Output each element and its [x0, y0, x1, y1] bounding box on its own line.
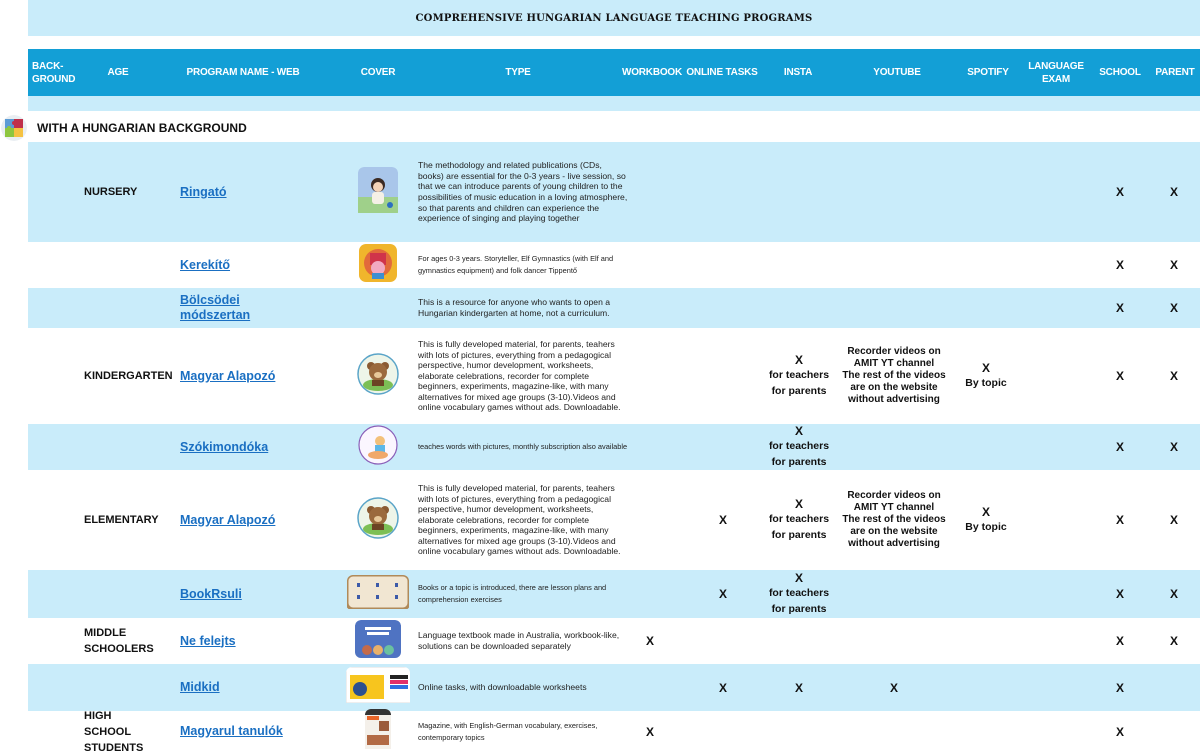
parent-cell: [1154, 618, 1194, 664]
cover-cell: [346, 242, 410, 288]
online-tasks-cell: [692, 470, 754, 570]
midkid-cover-image: [346, 667, 410, 708]
online-tasks-cell: [692, 664, 754, 711]
age-cell: [28, 470, 159, 570]
parent-mark: X: [1169, 513, 1178, 527]
language-exam-cell: [1018, 711, 1070, 752]
program-link[interactable]: Magyar Alapozó: [180, 368, 276, 383]
workbook-cell: [628, 570, 672, 618]
age-cell: [28, 424, 148, 470]
spotify-cell: [956, 570, 1016, 618]
online-tasks-cell: [692, 424, 754, 470]
puzzle-logo-icon: [1, 115, 27, 141]
workbook-cell: [628, 328, 672, 424]
youtube-note: Recorder videos on AMIT YT channel The rest of the videos are on the website without advertising: [842, 490, 946, 549]
school-cell: [1100, 664, 1140, 711]
cover-cell: [346, 570, 410, 618]
program-cell: [180, 711, 300, 752]
col-parent: PARENT: [1155, 67, 1195, 78]
parent-mark: X: [1169, 369, 1178, 383]
school-cell: [1100, 711, 1140, 752]
col-language-exam: LANGUAGE EXAM: [1028, 60, 1084, 85]
age-cell: [28, 570, 148, 618]
cover-cell: [346, 711, 410, 752]
bear-cover-image: [357, 353, 399, 400]
program-link[interactable]: Bölcsödei módszertan: [180, 293, 251, 322]
school-mark: X: [1115, 440, 1124, 454]
insta-mark: X: [794, 571, 803, 585]
table-row: [28, 570, 1200, 618]
kerekito-cover-image: [359, 244, 397, 287]
title-bar: [28, 0, 1200, 36]
parent-cell: [1154, 328, 1194, 424]
workbook-cell: [628, 288, 672, 328]
online-tasks-cell: [692, 142, 754, 242]
program-link[interactable]: Ne felejts: [180, 633, 236, 648]
parent-cell: [1154, 711, 1194, 752]
parent-mark: X: [1169, 587, 1178, 601]
school-mark: X: [1115, 634, 1124, 648]
school-mark: X: [1115, 185, 1124, 199]
school-cell: [1100, 618, 1140, 664]
school-cell: [1100, 424, 1140, 470]
type-description: The methodology and related publications (CDs, books) are essential for the 0-3 years - live session, so that we can introduce parents of young children to the possibilities of music education in a loving atmosphere, so that parents and children can experience the experience of singing and playing together: [418, 160, 628, 224]
cover-cell: [346, 470, 410, 570]
school-cell: [1100, 570, 1140, 618]
spotify-cell: [956, 288, 1016, 328]
col-spotify: SPOTIFY: [967, 67, 1009, 78]
spotify-cell: [956, 618, 1016, 664]
program-link[interactable]: Kerekítő: [180, 257, 231, 272]
insta-note: for teachers for parents: [768, 440, 830, 468]
school-mark: X: [1115, 724, 1124, 739]
program-cell: [180, 664, 300, 711]
parent-cell: [1154, 570, 1194, 618]
program-cell: [180, 242, 300, 288]
online-tasks-cell: [692, 328, 754, 424]
type-description: teaches words with pictures, monthly subscription also available: [418, 442, 628, 451]
school-mark: X: [1115, 513, 1124, 527]
age-label: NURSERY: [84, 186, 138, 198]
parent-cell: [1154, 242, 1194, 288]
program-cell: [180, 288, 300, 328]
col-school: SCHOOL: [1099, 67, 1141, 78]
cover-cell: [346, 424, 410, 470]
school-cell: [1100, 142, 1140, 242]
header-spacer: [28, 96, 1200, 111]
workbook-cell: [628, 711, 672, 752]
cover-cell: [346, 288, 410, 328]
parent-mark: X: [1169, 258, 1178, 272]
program-cell: [180, 328, 300, 424]
col-insta: INSTA: [783, 67, 813, 78]
program-cell: [180, 470, 300, 570]
type-cell: [418, 288, 630, 328]
insta-cell: [758, 664, 840, 711]
workbook-cell: [628, 142, 672, 242]
language-exam-cell: [1018, 142, 1070, 242]
spotify-cell: [956, 142, 1016, 242]
school-mark: X: [1115, 301, 1124, 315]
type-cell: [418, 711, 630, 752]
online-tasks-cell: [692, 288, 754, 328]
type-cell: [418, 618, 630, 664]
spotify-note: By topic: [965, 377, 1007, 389]
insta-note: for teachers for parents: [768, 369, 830, 397]
insta-note: for teachers for parents: [768, 513, 830, 541]
language-exam-cell: [1018, 328, 1070, 424]
youtube-cell: [840, 142, 948, 242]
school-mark: X: [1115, 587, 1124, 601]
insta-cell: [758, 242, 840, 288]
program-cell: [180, 142, 300, 242]
school-mark: X: [1115, 369, 1124, 383]
youtube-cell: [840, 570, 948, 618]
col-program: PROGRAM NAME - WEB: [186, 67, 300, 78]
school-cell: [1100, 328, 1140, 424]
language-exam-cell: [1018, 618, 1070, 664]
workbook-mark: X: [645, 724, 654, 739]
cover-cell: [346, 142, 410, 242]
school-cell: [1100, 288, 1140, 328]
spotify-cell: [956, 424, 1016, 470]
cover-cell: [346, 664, 410, 711]
type-cell: [418, 470, 630, 570]
youtube-cell: [840, 288, 948, 328]
spotify-cell: [956, 328, 1016, 424]
age-label: KINDERGARTEN: [84, 370, 173, 382]
spotify-mark: X: [981, 361, 990, 375]
spotify-mark: X: [981, 505, 990, 519]
age-cell: [28, 618, 154, 664]
parent-cell: [1154, 424, 1194, 470]
col-type: TYPE: [505, 67, 531, 78]
school-mark: X: [1115, 258, 1124, 272]
language-exam-cell: [1018, 242, 1070, 288]
table-row: [28, 242, 1200, 288]
youtube-cell: [840, 470, 948, 570]
bear-cover-image: [357, 497, 399, 544]
language-exam-cell: [1018, 424, 1070, 470]
cover-cell: [346, 328, 410, 424]
type-cell: [418, 424, 630, 470]
section-hungarian-background: [0, 114, 400, 142]
insta-mark: X: [794, 497, 803, 511]
program-cell: [180, 618, 300, 664]
insta-mark: X: [794, 680, 803, 695]
age-cell: [28, 242, 148, 288]
type-description: This is a resource for anyone who wants to open a Hungarian kindergarten at home, not a curriculum.: [418, 297, 611, 318]
youtube-cell: [840, 618, 948, 664]
table-row: [28, 424, 1200, 470]
insta-cell: [758, 328, 840, 424]
parent-cell: [1154, 664, 1194, 711]
type-description: This is fully developed material, for parents, teahers with lots of pictures, everything from a pedagogical perspective, humor development, worksheets, elaborate celebrations, recorder for complete beginners, experiments, magazine-like, with many alternatives for mixed age groups (3-10).Videos and online vocabulary games without ads. Downloadable.: [418, 338, 621, 413]
spotify-note: By topic: [965, 521, 1007, 533]
type-description: Language textbook made in Australia, workbook-like, solutions can be downloaded separately: [418, 630, 620, 651]
type-cell: [418, 242, 630, 288]
workbook-cell: [628, 664, 672, 711]
table-row: [28, 711, 1200, 752]
school-mark: X: [1115, 680, 1124, 695]
youtube-cell: [840, 711, 948, 752]
program-cell: [180, 424, 300, 470]
type-description: Magazine, with English-German vocabulary, exercises, contemporary topics: [418, 720, 598, 742]
col-background: [32, 49, 76, 96]
program-link[interactable]: Magyarul tanulók: [180, 724, 283, 738]
online-tasks-cell: [692, 618, 754, 664]
cover-cell: [346, 618, 410, 664]
page-title: COMPREHENSIVE HUNGARIAN LANGUAGE TEACHING PROGRAMS: [415, 12, 813, 24]
workbook-cell: [628, 470, 672, 570]
insta-mark: X: [794, 424, 803, 438]
online-tasks-mark: X: [718, 513, 727, 527]
language-exam-cell: [1018, 288, 1070, 328]
online-tasks-mark: X: [718, 587, 727, 601]
table-header: [28, 49, 1200, 96]
online-tasks-cell: [692, 242, 754, 288]
workbook-cell: [628, 618, 672, 664]
insta-cell: [758, 711, 840, 752]
program-link[interactable]: BookRsuli: [180, 586, 242, 601]
age-label: ELEMENTARY: [84, 514, 159, 526]
col-youtube: YOUTUBE: [873, 67, 921, 78]
online-tasks-cell: [692, 711, 754, 752]
youtube-cell: [840, 242, 948, 288]
type-description: This is fully developed material, for parents, teahers with lots of pictures, everything from a pedagogical perspective, humor development, worksheets, elaborate celebrations, recorder for complete beginners, experiments, magazine-like, with many alternatives for mixed age groups (3-10).Videos and online vocabulary games without ads. Downloadable.: [418, 482, 621, 557]
type-cell: [418, 142, 630, 242]
type-cell: [418, 570, 630, 618]
youtube-cell: [840, 664, 948, 711]
age-cell: [28, 288, 148, 328]
age-label: HIGH SCHOOL STUDENTS: [84, 709, 144, 752]
school-cell: [1100, 470, 1140, 570]
program-link[interactable]: Midkid: [180, 680, 220, 694]
age-cell: [28, 142, 148, 242]
table-row: [28, 288, 1200, 328]
online-tasks-mark: X: [718, 680, 727, 695]
age-cell: [28, 711, 148, 752]
parent-mark: X: [1169, 301, 1178, 315]
insta-cell: [758, 424, 840, 470]
col-background-label: BACK- GROUND: [32, 60, 76, 85]
insta-cell: [758, 618, 840, 664]
insta-cell: [758, 288, 840, 328]
type-cell: [418, 664, 630, 711]
program-cell: [180, 570, 300, 618]
online-tasks-cell: [692, 570, 754, 618]
youtube-note: Recorder videos on AMIT YT channel The rest of the videos are on the website without advertising: [842, 346, 946, 405]
spotify-cell: [956, 242, 1016, 288]
program-link[interactable]: Magyar Alapozó: [180, 512, 276, 527]
youtube-cell: [840, 328, 948, 424]
ne-felejts-cover-image: [355, 620, 401, 663]
table-row: [28, 470, 1200, 570]
program-link[interactable]: Szókimondóka: [180, 439, 269, 454]
parent-mark: X: [1169, 185, 1178, 199]
section-label: WITH A HUNGARIAN BACKGROUND: [37, 121, 247, 135]
type-description: Online tasks, with downloadable worksheets: [418, 682, 587, 693]
insta-note: for teachers for parents: [768, 587, 830, 615]
type-cell: [418, 328, 630, 424]
parent-mark: X: [1169, 634, 1178, 648]
ringato-cover-image: [358, 167, 398, 218]
language-exam-cell: [1018, 664, 1070, 711]
parent-cell: [1154, 142, 1194, 242]
school-cell: [1100, 242, 1140, 288]
col-workbook: WORKBOOK: [621, 67, 683, 78]
table-row: [28, 664, 1200, 711]
bookrsuli-cover-image: [347, 575, 409, 614]
insta-cell: [758, 142, 840, 242]
workbook-cell: [628, 424, 672, 470]
program-link[interactable]: Ringató: [180, 184, 227, 199]
col-cover: COVER: [360, 67, 396, 78]
workbook-mark: X: [645, 634, 654, 648]
type-description: For ages 0-3 years. Storyteller, Elf Gymnastics (with Elf and gymnastics equipment) and folk dancer Tippentő: [418, 254, 614, 275]
youtube-cell: [840, 424, 948, 470]
szokimondoka-cover-image: [358, 425, 398, 470]
parent-cell: [1154, 288, 1194, 328]
table-row: [28, 328, 1200, 424]
magazine-cover-image: [365, 709, 391, 752]
table-row: [28, 618, 1200, 664]
insta-cell: [758, 470, 840, 570]
spotify-cell: [956, 664, 1016, 711]
spotify-cell: [956, 711, 1016, 752]
parent-cell: [1154, 470, 1194, 570]
spotify-cell: [956, 470, 1016, 570]
language-exam-cell: [1018, 470, 1070, 570]
age-cell: [28, 664, 148, 711]
age-cell: [28, 328, 173, 424]
insta-mark: X: [794, 353, 803, 367]
workbook-cell: [628, 242, 672, 288]
col-online-tasks: ONLINE TASKS: [686, 67, 758, 78]
age-label: MIDDLE SCHOOLERS: [84, 627, 154, 655]
type-description: Books or a topic is introduced, there are lesson plans and comprehension exercises: [418, 583, 607, 604]
language-exam-cell: [1018, 570, 1070, 618]
parent-mark: X: [1169, 440, 1178, 454]
col-age: AGE: [107, 67, 129, 78]
insta-cell: [758, 570, 840, 618]
table-row: [28, 142, 1200, 242]
youtube-note: X: [889, 680, 898, 695]
